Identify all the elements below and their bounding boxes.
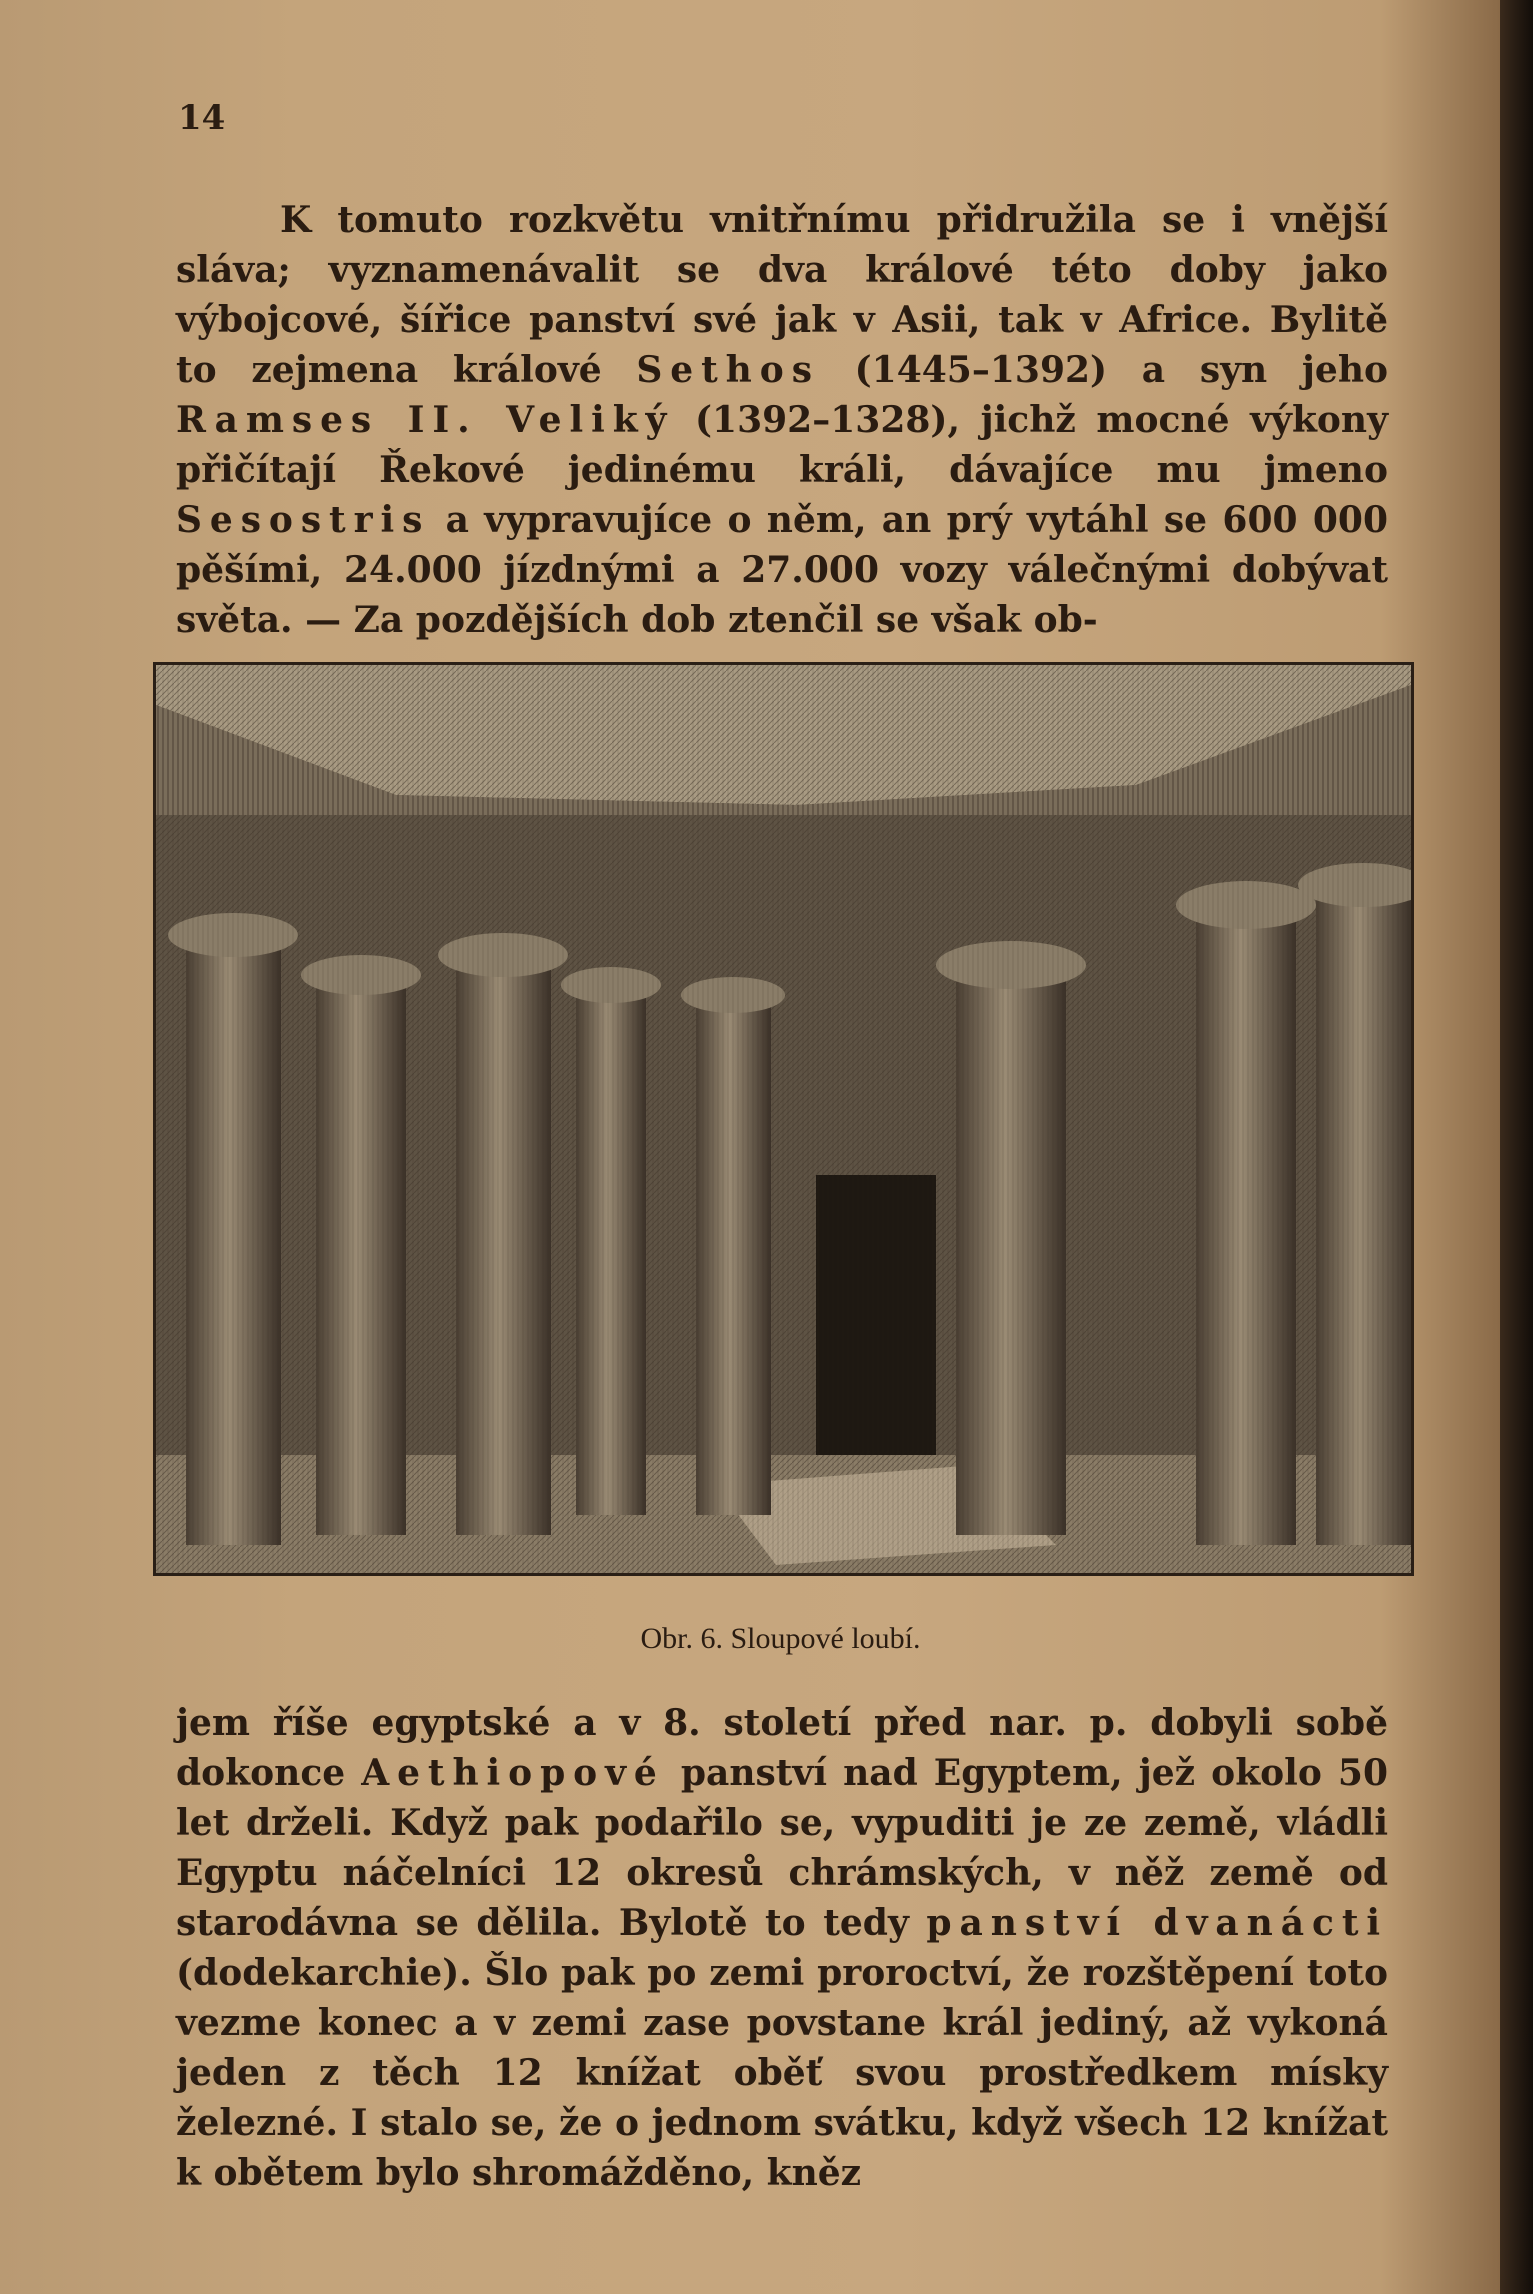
book-spine-edge: [1500, 0, 1533, 2294]
engraving-colonnade: [153, 662, 1414, 1576]
paragraph-top: [176, 195, 1388, 645]
paragraph-bottom: [176, 1698, 1388, 2198]
emphasized-text: panství dvanácti: [926, 1902, 1389, 1944]
illustration-svg: [156, 665, 1411, 1573]
text-run: K tomuto rozkvětu vnitřnímu přidružila se i vnější sláva; vyznamenávalit se dva králové této doby jako výbojcové, šířice panství své jak v Asii, tak v Africe. Bylitě to zejmena králové: [176, 199, 1388, 391]
text-run: jem říše egyptské a v 8. století před nar. p. dobyli sobě dokonce: [176, 1702, 1388, 1794]
paragraph-text: [176, 195, 1388, 645]
text-run: panství nad Egyptem, jež okolo 50 let drželi. Když pak podařilo se, vypuditi je ze země, vládli Egyptu náčelníci 12 okresů chrámských, v něž země od starodávna se dělila. Bylotě to tedy: [176, 1752, 1388, 1944]
figure-caption: Obr. 6. Sloupové loubí.: [640, 1622, 921, 1655]
paragraph-text: [176, 1698, 1388, 2198]
text-run: a vypravujíce o něm, an prý vytáhl se 600 000 pěšími, 24.000 jízdnými a 27.000 vozy válečnými dobývat světa. — Za pozdějších dob ztenčil se však ob-: [176, 499, 1388, 641]
emphasized-text: Sesostris: [176, 499, 431, 541]
emphasized-text: Sethos: [636, 349, 820, 391]
emphasized-text: Ramses II. Veliký: [176, 399, 675, 441]
text-run: (1445–1392) a syn jeho: [819, 349, 1389, 391]
text-run: (1392–1328), jichž mocné výkony přičítají Řekové jedinému králi, dávajíce mu jmeno: [176, 399, 1388, 491]
page-number: 14: [178, 98, 226, 138]
text-run: (dodekarchie). Šlo pak po zemi proroctví, že rozštěpení toto vezme konec a v zemi zase povstane král jediný, až vykoná jeden z těch 12 knížat oběť svou prostředkem mísky železné. I stalo se, že o jednom svátku, když všech 12 knížat k obětem bylo shromážděno, kněz: [176, 1952, 1388, 2194]
emphasized-text: Aethiopové: [361, 1752, 665, 1794]
